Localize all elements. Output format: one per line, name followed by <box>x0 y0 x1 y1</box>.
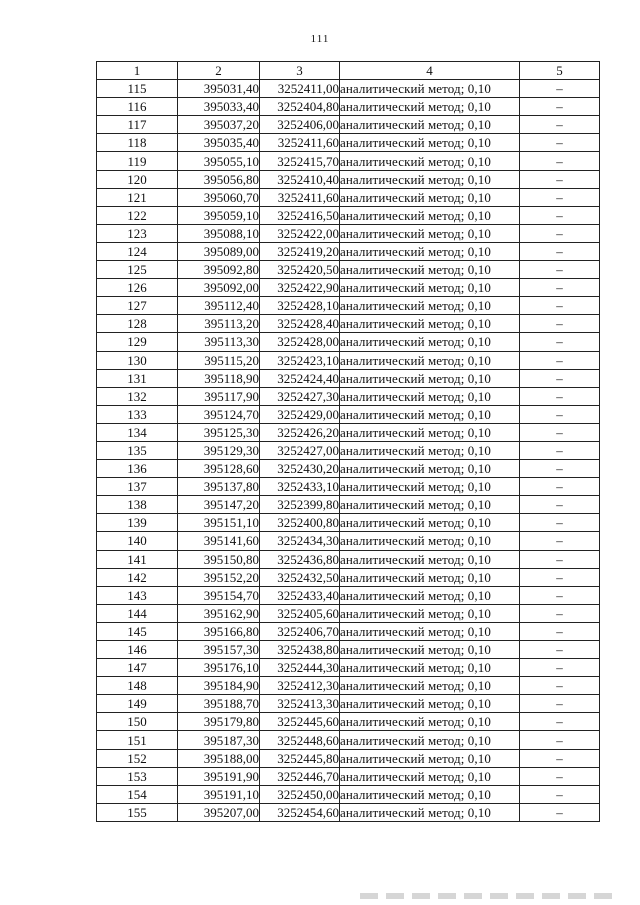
x-coordinate-cell: 395125,30 <box>178 423 260 441</box>
table-row <box>97 568 600 586</box>
note-cell: – <box>520 785 600 803</box>
y-coordinate-cell: 3252436,80 <box>260 550 340 568</box>
point-number-cell: 129 <box>97 333 178 351</box>
method-cell: аналитический метод; 0,10 <box>340 423 520 441</box>
method-cell: аналитический метод; 0,10 <box>340 80 520 98</box>
table-row <box>97 677 600 695</box>
point-number-cell: 139 <box>97 514 178 532</box>
table-row <box>97 206 600 224</box>
table-row <box>97 749 600 767</box>
point-number-cell: 117 <box>97 116 178 134</box>
header-row <box>97 62 600 80</box>
note-cell: – <box>520 261 600 279</box>
method-cell: аналитический метод; 0,10 <box>340 803 520 821</box>
x-coordinate-cell: 395191,10 <box>178 785 260 803</box>
table-row <box>97 224 600 242</box>
y-coordinate-cell: 3252399,80 <box>260 496 340 514</box>
y-coordinate-cell: 3252446,70 <box>260 767 340 785</box>
x-coordinate-cell: 395092,00 <box>178 279 260 297</box>
note-cell: – <box>520 116 600 134</box>
table-row <box>97 188 600 206</box>
x-coordinate-cell: 395115,20 <box>178 351 260 369</box>
table-row <box>97 604 600 622</box>
x-coordinate-cell: 395179,80 <box>178 713 260 731</box>
scan-artifact <box>360 893 620 899</box>
note-cell: – <box>520 478 600 496</box>
method-cell: аналитический метод; 0,10 <box>340 460 520 478</box>
y-coordinate-cell: 3252422,90 <box>260 279 340 297</box>
table-row <box>97 279 600 297</box>
point-number-cell: 132 <box>97 387 178 405</box>
method-cell: аналитический метод; 0,10 <box>340 98 520 116</box>
method-cell: аналитический метод; 0,10 <box>340 351 520 369</box>
method-cell: аналитический метод; 0,10 <box>340 532 520 550</box>
y-coordinate-cell: 3252423,10 <box>260 351 340 369</box>
method-cell: аналитический метод; 0,10 <box>340 206 520 224</box>
method-cell: аналитический метод; 0,10 <box>340 677 520 695</box>
x-coordinate-cell: 395141,60 <box>178 532 260 550</box>
y-coordinate-cell: 3252422,00 <box>260 224 340 242</box>
y-coordinate-cell: 3252416,50 <box>260 206 340 224</box>
point-number-cell: 147 <box>97 659 178 677</box>
page-number: 111 <box>310 33 330 45</box>
note-cell: – <box>520 586 600 604</box>
y-coordinate-cell: 3252426,20 <box>260 423 340 441</box>
x-coordinate-cell: 395150,80 <box>178 550 260 568</box>
note-cell: – <box>520 333 600 351</box>
header-col-2: 2 <box>178 62 260 80</box>
point-number-cell: 130 <box>97 351 178 369</box>
point-number-cell: 154 <box>97 785 178 803</box>
x-coordinate-cell: 395056,80 <box>178 170 260 188</box>
x-coordinate-cell: 395113,20 <box>178 315 260 333</box>
table-row <box>97 134 600 152</box>
note-cell: – <box>520 279 600 297</box>
method-cell: аналитический метод; 0,10 <box>340 387 520 405</box>
method-cell: аналитический метод; 0,10 <box>340 713 520 731</box>
header-col-1: 1 <box>97 62 178 80</box>
point-number-cell: 153 <box>97 767 178 785</box>
table-row <box>97 369 600 387</box>
y-coordinate-cell: 3252434,30 <box>260 532 340 550</box>
y-coordinate-cell: 3252413,30 <box>260 695 340 713</box>
note-cell: – <box>520 98 600 116</box>
x-coordinate-cell: 395060,70 <box>178 188 260 206</box>
method-cell: аналитический метод; 0,10 <box>340 568 520 586</box>
table-row <box>97 333 600 351</box>
table-row <box>97 695 600 713</box>
y-coordinate-cell: 3252412,30 <box>260 677 340 695</box>
x-coordinate-cell: 395166,80 <box>178 622 260 640</box>
note-cell: – <box>520 80 600 98</box>
table-row <box>97 405 600 423</box>
point-number-cell: 120 <box>97 170 178 188</box>
point-number-cell: 136 <box>97 460 178 478</box>
note-cell: – <box>520 695 600 713</box>
table-row <box>97 98 600 116</box>
point-number-cell: 122 <box>97 206 178 224</box>
method-cell: аналитический метод; 0,10 <box>340 242 520 260</box>
point-number-cell: 123 <box>97 224 178 242</box>
note-cell: – <box>520 242 600 260</box>
method-cell: аналитический метод; 0,10 <box>340 749 520 767</box>
x-coordinate-cell: 395152,20 <box>178 568 260 586</box>
point-number-cell: 142 <box>97 568 178 586</box>
x-coordinate-cell: 395089,00 <box>178 242 260 260</box>
point-number-cell: 131 <box>97 369 178 387</box>
y-coordinate-cell: 3252433,10 <box>260 478 340 496</box>
table-row <box>97 532 600 550</box>
point-number-cell: 144 <box>97 604 178 622</box>
x-coordinate-cell: 395112,40 <box>178 297 260 315</box>
table-header <box>97 62 600 80</box>
table-row <box>97 803 600 821</box>
point-number-cell: 150 <box>97 713 178 731</box>
note-cell: – <box>520 604 600 622</box>
table-row <box>97 785 600 803</box>
method-cell: аналитический метод; 0,10 <box>340 405 520 423</box>
x-coordinate-cell: 395147,20 <box>178 496 260 514</box>
note-cell: – <box>520 441 600 459</box>
table-row <box>97 297 600 315</box>
y-coordinate-cell: 3252419,20 <box>260 242 340 260</box>
x-coordinate-cell: 395129,30 <box>178 441 260 459</box>
point-number-cell: 141 <box>97 550 178 568</box>
method-cell: аналитический метод; 0,10 <box>340 659 520 677</box>
y-coordinate-cell: 3252411,00 <box>260 80 340 98</box>
note-cell: – <box>520 152 600 170</box>
method-cell: аналитический метод; 0,10 <box>340 315 520 333</box>
note-cell: – <box>520 315 600 333</box>
note-cell: – <box>520 713 600 731</box>
method-cell: аналитический метод; 0,10 <box>340 333 520 351</box>
method-cell: аналитический метод; 0,10 <box>340 297 520 315</box>
y-coordinate-cell: 3252430,20 <box>260 460 340 478</box>
x-coordinate-cell: 395187,30 <box>178 731 260 749</box>
y-coordinate-cell: 3252432,50 <box>260 568 340 586</box>
method-cell: аналитический метод; 0,10 <box>340 695 520 713</box>
x-coordinate-cell: 395162,90 <box>178 604 260 622</box>
table-row <box>97 261 600 279</box>
y-coordinate-cell: 3252411,60 <box>260 134 340 152</box>
method-cell: аналитический метод; 0,10 <box>340 604 520 622</box>
method-cell: аналитический метод; 0,10 <box>340 279 520 297</box>
table-row <box>97 170 600 188</box>
point-number-cell: 116 <box>97 98 178 116</box>
note-cell: – <box>520 803 600 821</box>
note-cell: – <box>520 134 600 152</box>
method-cell: аналитический метод; 0,10 <box>340 224 520 242</box>
table-row <box>97 586 600 604</box>
method-cell: аналитический метод; 0,10 <box>340 152 520 170</box>
table-row <box>97 478 600 496</box>
point-number-cell: 145 <box>97 622 178 640</box>
y-coordinate-cell: 3252406,70 <box>260 622 340 640</box>
header-col-4: 4 <box>340 62 520 80</box>
table-row <box>97 496 600 514</box>
y-coordinate-cell: 3252424,40 <box>260 369 340 387</box>
table-row <box>97 441 600 459</box>
x-coordinate-cell: 395031,40 <box>178 80 260 98</box>
method-cell: аналитический метод; 0,10 <box>340 188 520 206</box>
table-row <box>97 622 600 640</box>
method-cell: аналитический метод; 0,10 <box>340 785 520 803</box>
note-cell: – <box>520 677 600 695</box>
method-cell: аналитический метод; 0,10 <box>340 586 520 604</box>
note-cell: – <box>520 297 600 315</box>
table-row <box>97 387 600 405</box>
y-coordinate-cell: 3252427,30 <box>260 387 340 405</box>
y-coordinate-cell: 3252454,60 <box>260 803 340 821</box>
note-cell: – <box>520 659 600 677</box>
method-cell: аналитический метод; 0,10 <box>340 514 520 532</box>
point-number-cell: 143 <box>97 586 178 604</box>
x-coordinate-cell: 395055,10 <box>178 152 260 170</box>
x-coordinate-cell: 395128,60 <box>178 460 260 478</box>
note-cell: – <box>520 387 600 405</box>
note-cell: – <box>520 532 600 550</box>
note-cell: – <box>520 188 600 206</box>
point-number-cell: 140 <box>97 532 178 550</box>
header-col-5: 5 <box>520 62 600 80</box>
point-number-cell: 125 <box>97 261 178 279</box>
table-row <box>97 315 600 333</box>
x-coordinate-cell: 395151,10 <box>178 514 260 532</box>
point-number-cell: 128 <box>97 315 178 333</box>
y-coordinate-cell: 3252448,60 <box>260 731 340 749</box>
y-coordinate-cell: 3252450,00 <box>260 785 340 803</box>
x-coordinate-cell: 395154,70 <box>178 586 260 604</box>
method-cell: аналитический метод; 0,10 <box>340 767 520 785</box>
x-coordinate-cell: 395035,40 <box>178 134 260 152</box>
header-col-3: 3 <box>260 62 340 80</box>
note-cell: – <box>520 568 600 586</box>
point-number-cell: 119 <box>97 152 178 170</box>
point-number-cell: 121 <box>97 188 178 206</box>
note-cell: – <box>520 731 600 749</box>
y-coordinate-cell: 3252427,00 <box>260 441 340 459</box>
y-coordinate-cell: 3252445,80 <box>260 749 340 767</box>
note-cell: – <box>520 170 600 188</box>
x-coordinate-cell: 395088,10 <box>178 224 260 242</box>
table-row <box>97 731 600 749</box>
table-row <box>97 351 600 369</box>
x-coordinate-cell: 395191,90 <box>178 767 260 785</box>
point-number-cell: 124 <box>97 242 178 260</box>
note-cell: – <box>520 460 600 478</box>
point-number-cell: 115 <box>97 80 178 98</box>
table-row <box>97 80 600 98</box>
x-coordinate-cell: 395092,80 <box>178 261 260 279</box>
y-coordinate-cell: 3252405,60 <box>260 604 340 622</box>
y-coordinate-cell: 3252433,40 <box>260 586 340 604</box>
method-cell: аналитический метод; 0,10 <box>340 496 520 514</box>
table-row <box>97 460 600 478</box>
table-row <box>97 514 600 532</box>
x-coordinate-cell: 395137,80 <box>178 478 260 496</box>
note-cell: – <box>520 369 600 387</box>
point-number-cell: 127 <box>97 297 178 315</box>
x-coordinate-cell: 395188,00 <box>178 749 260 767</box>
y-coordinate-cell: 3252400,80 <box>260 514 340 532</box>
x-coordinate-cell: 395033,40 <box>178 98 260 116</box>
x-coordinate-cell: 395176,10 <box>178 659 260 677</box>
note-cell: – <box>520 224 600 242</box>
x-coordinate-cell: 395184,90 <box>178 677 260 695</box>
y-coordinate-cell: 3252438,80 <box>260 641 340 659</box>
point-number-cell: 126 <box>97 279 178 297</box>
note-cell: – <box>520 641 600 659</box>
x-coordinate-cell: 395188,70 <box>178 695 260 713</box>
table-body <box>97 80 600 822</box>
table-row <box>97 242 600 260</box>
table-row <box>97 641 600 659</box>
note-cell: – <box>520 550 600 568</box>
y-coordinate-cell: 3252444,30 <box>260 659 340 677</box>
method-cell: аналитический метод; 0,10 <box>340 641 520 659</box>
table-row <box>97 152 600 170</box>
y-coordinate-cell: 3252411,60 <box>260 188 340 206</box>
y-coordinate-cell: 3252406,00 <box>260 116 340 134</box>
x-coordinate-cell: 395059,10 <box>178 206 260 224</box>
point-number-cell: 137 <box>97 478 178 496</box>
table-row <box>97 116 600 134</box>
note-cell: – <box>520 749 600 767</box>
point-number-cell: 155 <box>97 803 178 821</box>
note-cell: – <box>520 496 600 514</box>
point-number-cell: 138 <box>97 496 178 514</box>
x-coordinate-cell: 395124,70 <box>178 405 260 423</box>
y-coordinate-cell: 3252410,40 <box>260 170 340 188</box>
y-coordinate-cell: 3252445,60 <box>260 713 340 731</box>
coordinates-table <box>96 61 600 822</box>
note-cell: – <box>520 767 600 785</box>
method-cell: аналитический метод; 0,10 <box>340 550 520 568</box>
table-row <box>97 423 600 441</box>
method-cell: аналитический метод; 0,10 <box>340 731 520 749</box>
point-number-cell: 134 <box>97 423 178 441</box>
method-cell: аналитический метод; 0,10 <box>340 369 520 387</box>
table-row <box>97 713 600 731</box>
point-number-cell: 146 <box>97 641 178 659</box>
y-coordinate-cell: 3252428,10 <box>260 297 340 315</box>
point-number-cell: 118 <box>97 134 178 152</box>
x-coordinate-cell: 395117,90 <box>178 387 260 405</box>
method-cell: аналитический метод; 0,10 <box>340 170 520 188</box>
x-coordinate-cell: 395037,20 <box>178 116 260 134</box>
note-cell: – <box>520 423 600 441</box>
point-number-cell: 149 <box>97 695 178 713</box>
x-coordinate-cell: 395118,90 <box>178 369 260 387</box>
x-coordinate-cell: 395113,30 <box>178 333 260 351</box>
y-coordinate-cell: 3252428,40 <box>260 315 340 333</box>
method-cell: аналитический метод; 0,10 <box>340 622 520 640</box>
method-cell: аналитический метод; 0,10 <box>340 134 520 152</box>
y-coordinate-cell: 3252429,00 <box>260 405 340 423</box>
note-cell: – <box>520 206 600 224</box>
point-number-cell: 152 <box>97 749 178 767</box>
point-number-cell: 151 <box>97 731 178 749</box>
method-cell: аналитический метод; 0,10 <box>340 116 520 134</box>
note-cell: – <box>520 405 600 423</box>
x-coordinate-cell: 395157,30 <box>178 641 260 659</box>
point-number-cell: 148 <box>97 677 178 695</box>
y-coordinate-cell: 3252415,70 <box>260 152 340 170</box>
table-row <box>97 659 600 677</box>
y-coordinate-cell: 3252420,50 <box>260 261 340 279</box>
x-coordinate-cell: 395207,00 <box>178 803 260 821</box>
note-cell: – <box>520 514 600 532</box>
point-number-cell: 135 <box>97 441 178 459</box>
y-coordinate-cell: 3252404,80 <box>260 98 340 116</box>
method-cell: аналитический метод; 0,10 <box>340 478 520 496</box>
method-cell: аналитический метод; 0,10 <box>340 261 520 279</box>
table-row <box>97 767 600 785</box>
note-cell: – <box>520 351 600 369</box>
method-cell: аналитический метод; 0,10 <box>340 441 520 459</box>
note-cell: – <box>520 622 600 640</box>
y-coordinate-cell: 3252428,00 <box>260 333 340 351</box>
point-number-cell: 133 <box>97 405 178 423</box>
table-row <box>97 550 600 568</box>
